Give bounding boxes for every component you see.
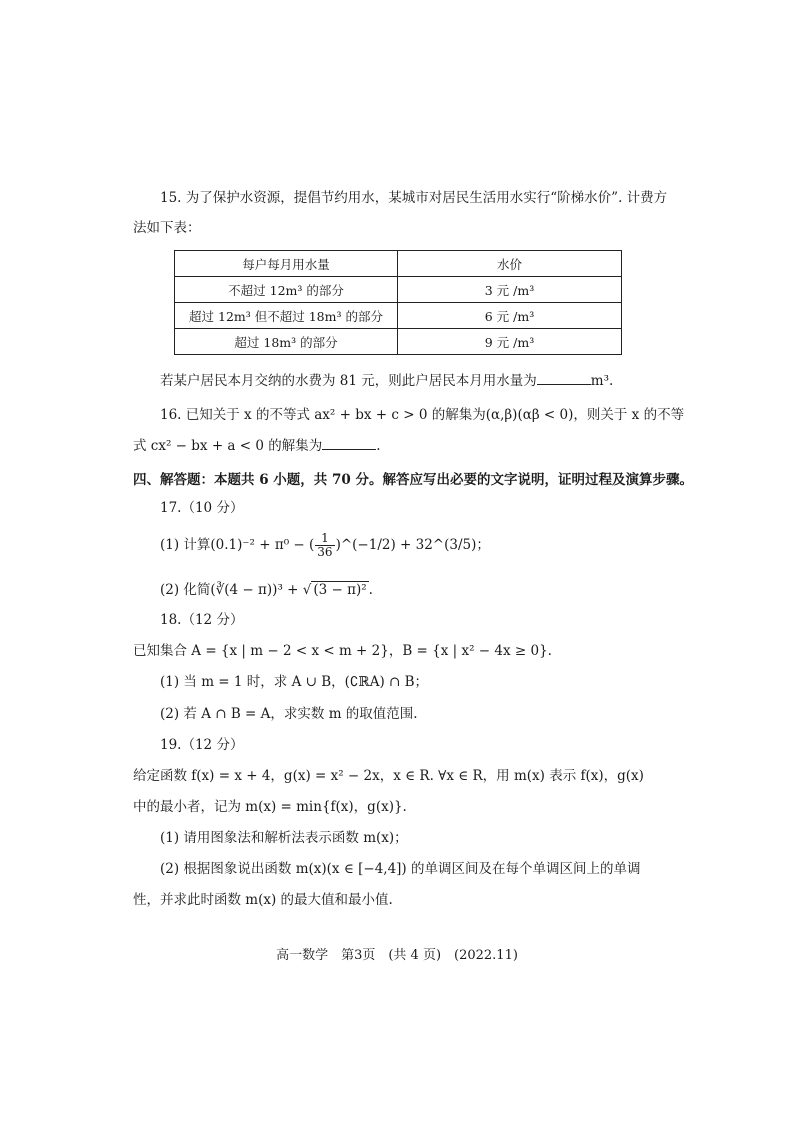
sqrt-symbol: √	[302, 582, 312, 598]
q18-title: 18.（12 分）	[160, 612, 244, 628]
table-row	[175, 277, 622, 303]
q16-line2-end: .	[376, 438, 381, 454]
q16-line1: 16. 已知关于 x 的不等式 ax² + bx + c > 0 的解集为(α,β)(αβ < 0)，则关于 x 的不等	[160, 407, 685, 423]
sqrt-content: (3 − π)²	[313, 582, 367, 598]
fraction-denominator: 36	[317, 545, 333, 559]
q17-part1	[160, 532, 490, 559]
table-header: 每户每月用水量	[175, 251, 398, 277]
q15-question-text: 若某户居民本月交纳的水费为 81 元，则此户居民本月用水量为	[160, 373, 537, 389]
q19-stem-line2: 中的最小者，记为 m(x) = min{f(x)，g(x)}.	[133, 799, 407, 815]
q15-line2: 法如下表：	[133, 220, 201, 236]
table-header-row	[175, 251, 622, 277]
table-row	[175, 329, 622, 355]
q17-part2-post: .	[368, 582, 373, 598]
table-cell: 6 元 /m³	[398, 303, 622, 329]
fraction	[315, 532, 334, 559]
q17-part1-post: )^(−1/2) + 32^(3/5)；	[335, 537, 490, 553]
q19-title: 19.（12 分）	[160, 737, 244, 753]
q16-line2-text: 式 cx² − bx + a < 0 的解集为	[133, 438, 323, 454]
q18-part1: (1) 当 m = 1 时，求 A ∪ B，(∁ℝA) ∩ B；	[160, 674, 429, 690]
table-row	[175, 303, 622, 329]
q17-part2	[160, 580, 373, 600]
q18-stem: 已知集合 A = {x | m − 2 < x < m + 2}，B = {x | x² − 4x ≥ 0}.	[133, 643, 552, 659]
water-price-table	[174, 250, 622, 355]
answer-blank	[322, 437, 376, 450]
q19-part1: (1) 请用图象法和解析法表示函数 m(x)；	[160, 830, 408, 846]
section-heading: 四、解答题：本题共 6 小题，共 70 分。解答应写出必要的文字说明，证明过程及演算步骤。	[133, 472, 693, 488]
page-footer: 高一数学 第3页 (共 4 页) (2022.11)	[276, 948, 518, 963]
q19-stem-line1: 给定函数 f(x) = x + 4，g(x) = x² − 2x，x ∈ R. ∀x ∈ R，用 m(x) 表示 f(x)，g(x)	[133, 768, 644, 784]
table-cell: 超过 12m³ 但不超过 18m³ 的部分	[175, 303, 398, 329]
q19-part2-line1: (2) 根据图象说出函数 m(x)(x ∈ [−4,4]) 的单调区间及在每个单调区间上的单调	[160, 861, 641, 877]
q17-title: 17.（10 分）	[160, 500, 244, 516]
q18-part2: (2) 若 A ∩ B = A，求实数 m 的取值范围.	[160, 706, 418, 722]
table-cell: 超过 18m³ 的部分	[175, 329, 398, 355]
q19-part2-line2: 性，并求此时函数 m(x) 的最大值和最小值.	[133, 892, 393, 908]
table-cell: 3 元 /m³	[398, 277, 622, 303]
q15-question	[160, 371, 613, 391]
fraction-numerator: 1	[315, 532, 334, 546]
q17-part1-pre: (1) 计算(0.1)⁻² + π⁰ − (	[160, 537, 315, 553]
q16-line2	[133, 436, 381, 456]
table-header: 水价	[398, 251, 622, 277]
table-cell: 9 元 /m³	[398, 329, 622, 355]
q15-question-unit: m³.	[590, 373, 614, 389]
answer-blank	[537, 372, 591, 385]
table-cell: 不超过 12m³ 的部分	[175, 277, 398, 303]
q15-line1: 15. 为了保护水资源，提倡节约用水，某城市对居民生活用水实行“阶梯水价”. 计费方	[160, 190, 668, 206]
q17-part2-pre: (2) 化简(∛(4 − π))³ +	[160, 582, 303, 598]
